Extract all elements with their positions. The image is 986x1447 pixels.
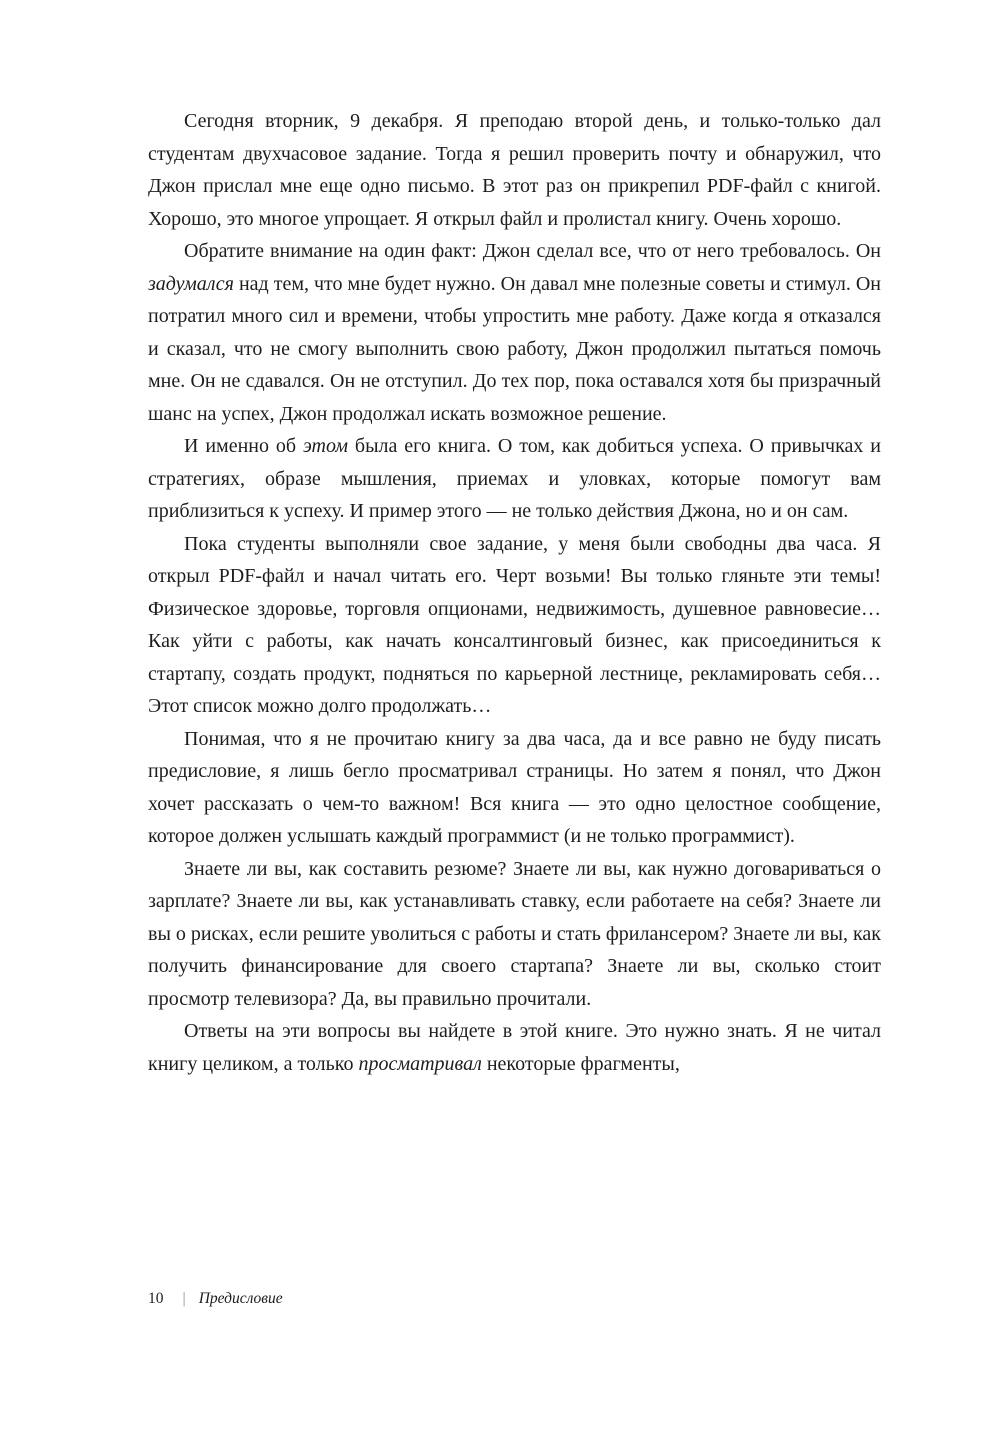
text-run: Сегодня вторник, 9 декабря. Я преподаю второй день, и только-только дал студентам двухчасовое задание. Тогда я решил проверить почту и обнаружил, что Джон прислал мне еще одно письмо. В этот раз он прикрепил PDF-файл с книгой. Хорошо, это многое упрощает. Я открыл файл и пролистал книгу. Очень хорошо. [148, 110, 881, 230]
paragraph [148, 853, 881, 1016]
page-text [148, 105, 881, 1080]
paragraph [148, 528, 881, 723]
text-run: Ответы на эти вопросы вы найдете в этой книге. Это нужно знать. Я не читал книгу целиком, а только [148, 1020, 881, 1075]
paragraph [148, 723, 881, 853]
text-run: над тем, что мне будет нужно. Он давал мне полезные советы и стимул. Он потратил много сил и времени, чтобы упростить мне работу. Даже когда я отказался и сказал, что не смогу выполнить свою работу, Джон продолжил пытаться помочь мне. Он не сдавался. Он не отступил. До тех пор, пока оставался хотя бы призрачный шанс на успех, Джон продолжал искать возможное решение. [148, 272, 881, 425]
paragraph [148, 105, 881, 235]
paragraph [148, 235, 881, 430]
footer-separator: | [182, 1290, 186, 1307]
text-run: Пока студенты выполняли свое задание, у меня были свободны два часа. Я открыл PDF-файл и начал читать его. Черт возьми! Вы только гляньте эти темы! Физическое здоровье, торговля опционами, недвижимость, душевное равновесие… Как уйти с работы, как начать консалтинговый бизнес, как присоединиться к стартапу, создать продукт, подняться по карьерной лестнице, рекламировать себя… Этот список можно долго продолжать… [148, 532, 881, 717]
text-run-italic: задумался [148, 272, 234, 295]
text-run: Понимая, что я не прочитаю книгу за два часа, да и все равно не буду писать предисловие, я лишь бегло просматривал страницы. Но затем я понял, что Джон хочет рассказать о чем-то важном! Вся книга — это одно целостное сообщение, которое должен услышать каждый программист (и не только программист). [148, 727, 881, 847]
text-run-italic: просматривал [358, 1052, 482, 1075]
text-run: была его книга. О том, как добиться успеха. О привычках и стратегиях, образе мышления, приемах и уловках, которые помогут вам приблизиться к успеху. И пример этого — не только действия Джона, но и он сам. [148, 435, 881, 522]
text-run: Знаете ли вы, как составить резюме? Знаете ли вы, как нужно договариваться о зарплате? Знаете ли вы, как устанавливать ставку, если работаете на себя? Знаете ли вы о рисках, если решите уволиться с работы и стать фрилансером? Знаете ли вы, как получить финансирование для своего стартапа? Знаете ли вы, сколько стоит просмотр телевизора? Да, вы правильно прочитали. [148, 857, 881, 1010]
text-run: И именно об [184, 435, 303, 457]
page-footer [148, 1290, 283, 1308]
text-run-italic: этом [302, 435, 348, 457]
paragraph [148, 430, 881, 528]
page-number: 10 [148, 1290, 164, 1307]
paragraph [148, 1015, 881, 1080]
running-title: Предисловие [198, 1290, 283, 1307]
text-run: Обратите внимание на один факт: Джон сделал все, что от него требовалось. Он [184, 240, 881, 262]
text-run: некоторые фрагменты, [481, 1052, 680, 1075]
